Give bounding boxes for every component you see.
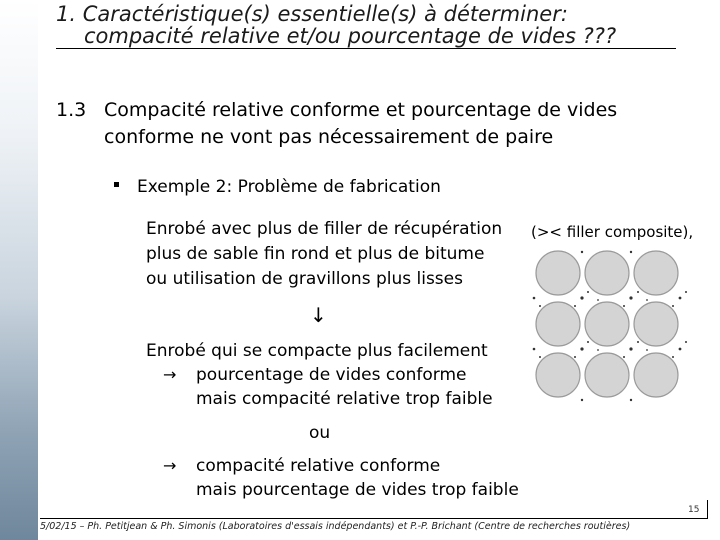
section-number: 1.3: [56, 99, 87, 121]
option-1-line-2: mais compacité relative trop faible: [196, 389, 493, 409]
down-arrow-icon: ↓: [310, 303, 327, 327]
right-arrow-icon: →: [163, 365, 177, 384]
title-line-2: compacité relative et/ou pourcentage de vides ???: [84, 24, 617, 48]
option-2-line-1: compacité relative conforme: [196, 456, 441, 476]
footer-credit: 5/02/15 – Ph. Petitjean & Ph. Simonis (Laboratoires d'essais indépendants) et P.-P. Brichant (Centre de recherches routières): [40, 521, 631, 532]
title-line-1: 1. Caractéristique(s) essentielle(s) à déterminer:: [56, 2, 568, 26]
right-arrow-icon: →: [163, 456, 177, 475]
option-1-line-1: pourcentage de vides conforme: [196, 365, 467, 385]
or-label: ou: [309, 423, 331, 443]
title-underline: [56, 48, 676, 49]
paragraph-1-line-3: ou utilisation de gravillons plus lisses: [146, 269, 463, 289]
footer-divider: [40, 518, 708, 519]
paragraph-1-line-1: Enrobé avec plus de filler de récupération: [146, 219, 503, 239]
bullet-text: Exemple 2: Problème de fabrication: [137, 177, 441, 197]
decorative-sidebar-gradient: [0, 0, 38, 540]
footer-vertical-divider: [707, 500, 708, 518]
section-line-1: Compacité relative conforme et pourcentage de vides: [104, 99, 618, 121]
paragraph-1-line-2: plus de sable fin rond et plus de bitume: [146, 244, 485, 264]
option-2-line-2: mais pourcentage de vides trop faible: [196, 480, 519, 500]
square-bullet-icon: [114, 182, 119, 187]
circle-packing-diagram: [530, 248, 710, 408]
page-number: 15: [688, 505, 700, 515]
paragraph-1-aside: (>< filler composite),: [531, 223, 694, 241]
section-line-2: conforme ne vont pas nécessairement de paire: [104, 126, 554, 148]
aggregate-circles: [536, 251, 678, 397]
paragraph-2-line-1: Enrobé qui se compacte plus facilement: [146, 341, 488, 361]
